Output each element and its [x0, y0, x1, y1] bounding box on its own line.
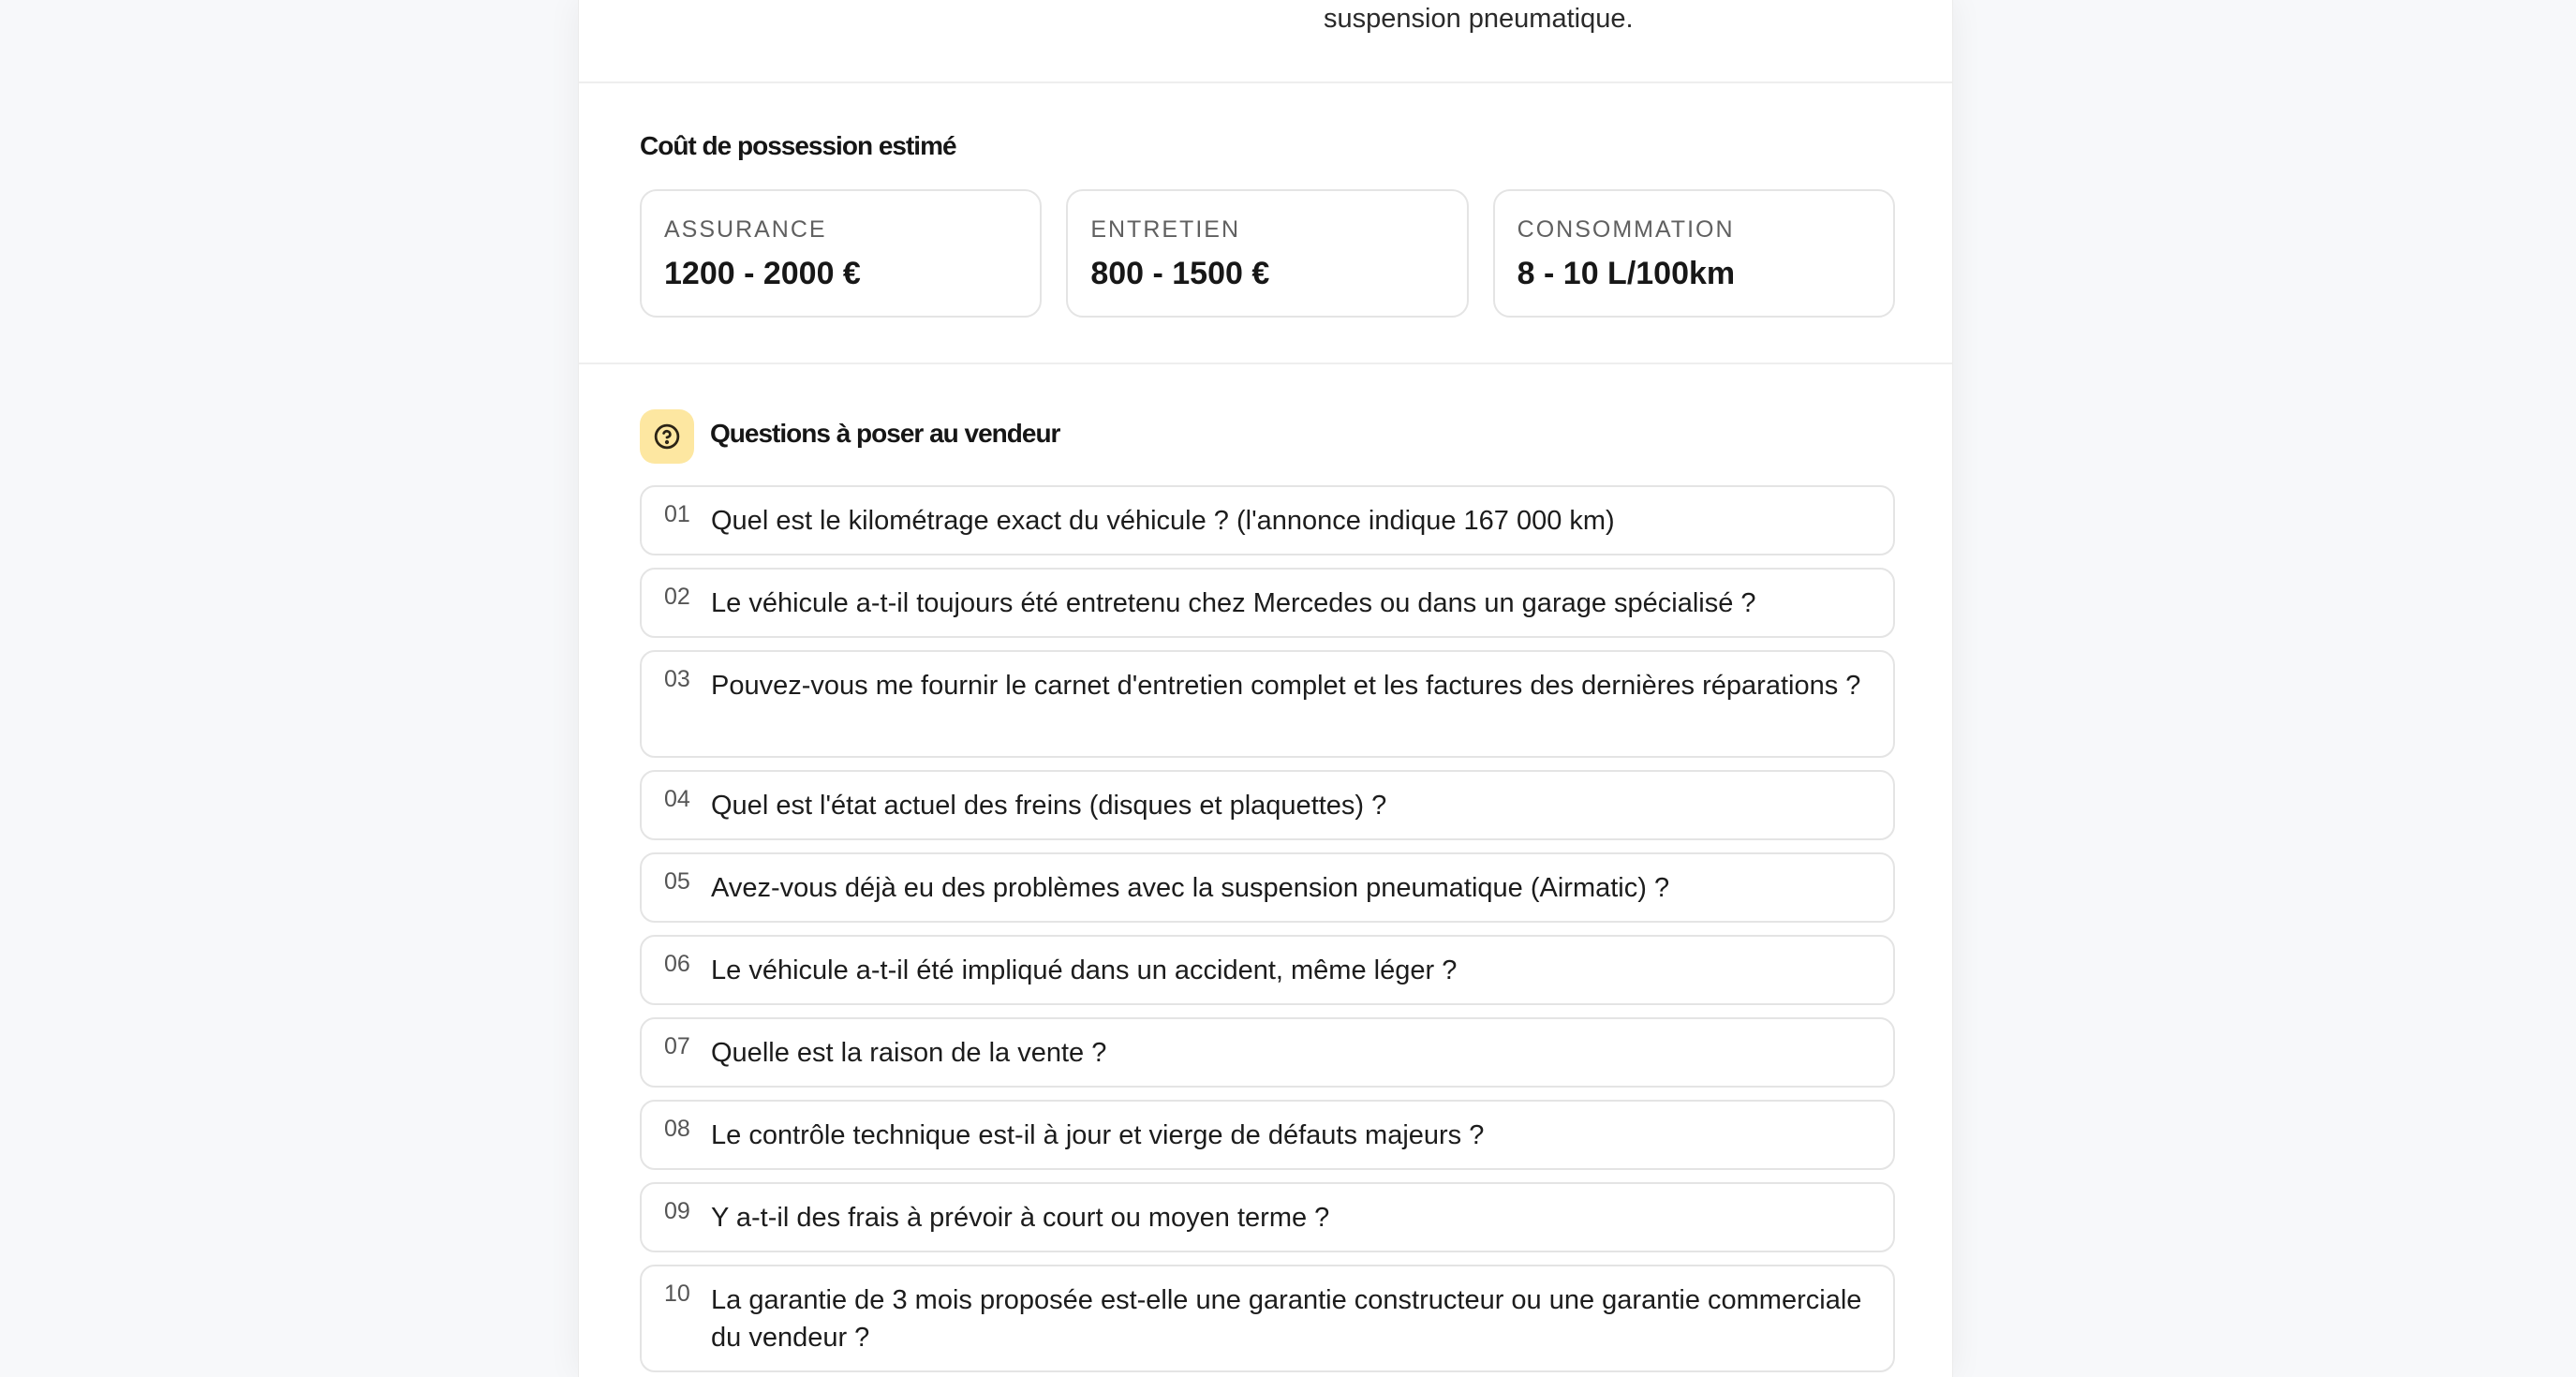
question-number: 08 [664, 1116, 690, 1142]
question-number: 07 [664, 1033, 690, 1059]
questions-section-title: Questions à poser au vendeur [710, 419, 1060, 448]
question-text: Quel est le kilométrage exact du véhicule ? (l'annonce indique 167 000 km) [711, 506, 1615, 536]
question-text: Le véhicule a-t-il toujours été entretenu chez Mercedes ou dans un garage spécialisé ? [711, 588, 1756, 618]
report-card [578, 0, 1953, 1377]
cost-value: 800 - 1500 € [1090, 256, 1270, 291]
question-item [640, 935, 1895, 1005]
previous-section-text: suspension pneumatique. [1324, 4, 1634, 34]
question-item [640, 1017, 1895, 1088]
question-text: Quelle est la raison de la vente ? [711, 1038, 1107, 1068]
cost-card-insurance [640, 189, 1042, 318]
cost-label: CONSOMMATION [1517, 216, 1735, 243]
question-number: 09 [664, 1198, 690, 1224]
question-item [640, 1265, 1895, 1372]
question-text: Y a-t-il des frais à prévoir à court ou moyen terme ? [711, 1203, 1330, 1233]
cost-card-consumption [1493, 189, 1895, 318]
cost-cards [640, 189, 1895, 318]
cost-value: 1200 - 2000 € [664, 256, 861, 291]
question-item [640, 852, 1895, 923]
question-text: Le contrôle technique est-il à jour et vierge de défauts majeurs ? [711, 1120, 1485, 1150]
question-number: 04 [664, 786, 690, 812]
question-number: 01 [664, 501, 690, 527]
cost-section-title: Coût de possession estimé [640, 131, 956, 160]
question-text: Avez-vous déjà eu des problèmes avec la suspension pneumatique (Airmatic) ? [711, 873, 1670, 903]
question-text: La garantie de 3 mois proposée est-elle une garantie constructeur ou une garantie commerciale du vendeur ? [711, 1285, 1862, 1353]
question-text: Le véhicule a-t-il été impliqué dans un accident, même léger ? [711, 955, 1458, 985]
cost-card-maintenance [1066, 189, 1468, 318]
question-number: 10 [664, 1281, 690, 1307]
cost-label: ENTRETIEN [1090, 216, 1241, 243]
help-circle-icon [640, 409, 694, 464]
section-divider [579, 81, 1952, 83]
question-number: 05 [664, 868, 690, 895]
question-text: Quel est l'état actuel des freins (disques et plaquettes) ? [711, 791, 1387, 821]
question-number: 02 [664, 584, 690, 610]
cost-value: 8 - 10 L/100km [1517, 256, 1736, 291]
question-number: 06 [664, 951, 690, 977]
question-item [640, 568, 1895, 638]
question-item [640, 1182, 1895, 1252]
cost-label: ASSURANCE [664, 216, 827, 243]
question-item [640, 1100, 1895, 1170]
question-item [640, 485, 1895, 555]
section-divider [579, 363, 1952, 364]
question-item [640, 650, 1895, 758]
question-number: 03 [664, 666, 690, 692]
question-item [640, 770, 1895, 840]
question-text: Pouvez-vous me fournir le carnet d'entretien complet et les factures des dernières réparations ? [711, 671, 1861, 701]
